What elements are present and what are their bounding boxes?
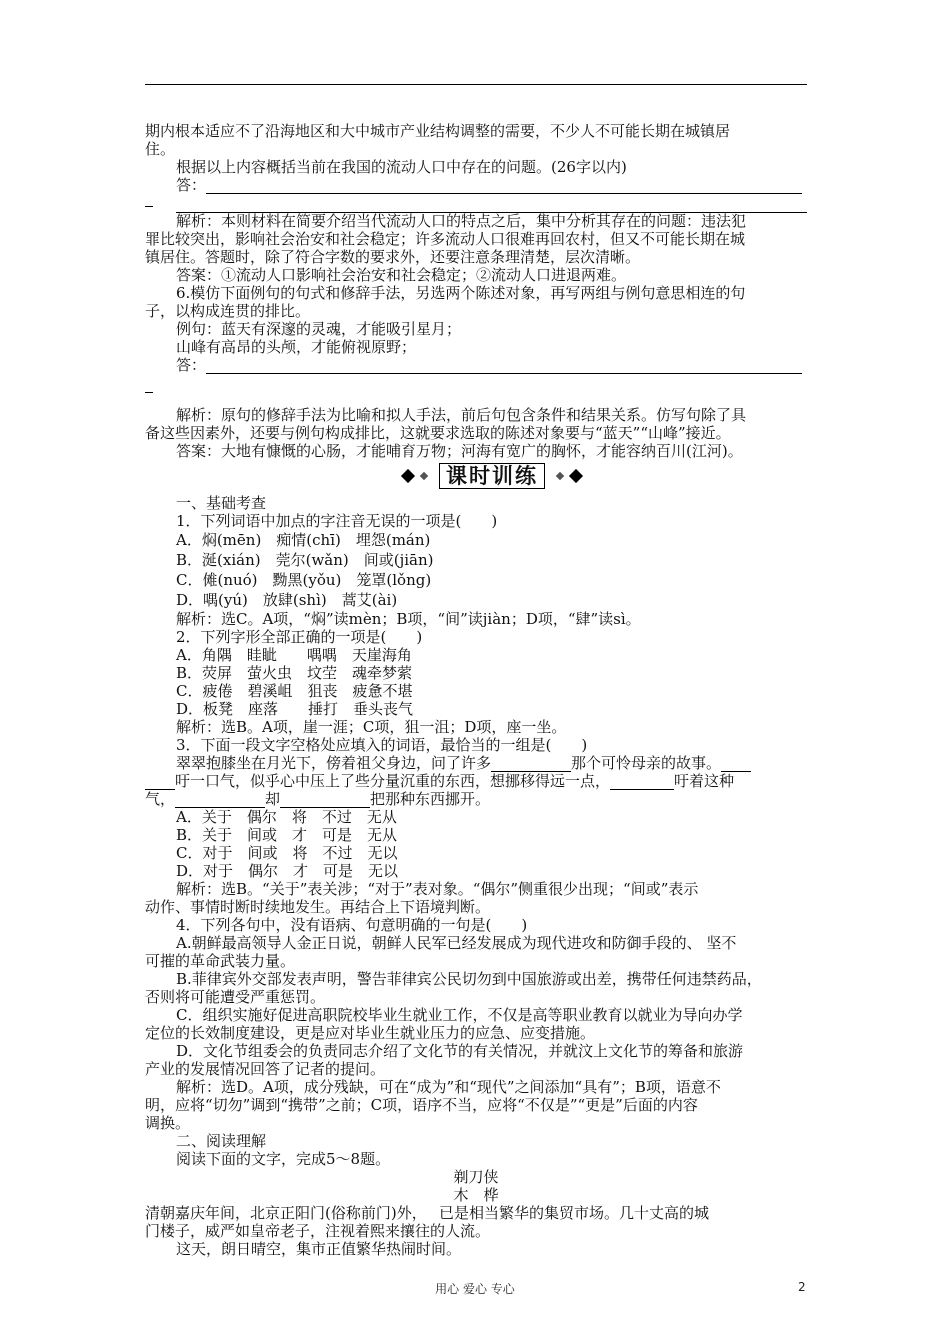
question-3: 3．下面一段文字空格处应填入的词语，最恰当的一组是( ) <box>176 736 588 754</box>
text-line: 可摧的革命武装力量。 <box>145 952 296 970</box>
option-a: A．关于 偶尔 将 不过 无从 <box>176 808 397 826</box>
text-line: 明，应将“切勿”调到“携带”之前；C项，语序不当，应将“不仅是”“更是”后面的内容 <box>145 1096 698 1114</box>
answer-row <box>176 356 841 374</box>
text-line: 期内根本适应不了沿海地区和大中城市产业结构调整的需要，不少人不可能长期在城镇居 <box>145 122 731 140</box>
text-line: 住。 <box>145 140 176 158</box>
fill-blank[interactable] <box>491 757 571 772</box>
passage-line: 翠翠抱膝坐在月光下，傍着祖父身边，问了许多 那个可怜母亲的故事。 <box>176 754 841 772</box>
answer-blank-dash <box>145 392 153 393</box>
story-author: 木 桦 <box>453 1186 499 1204</box>
story-title: 剃刀侠 <box>453 1168 499 1186</box>
analysis-line: 解析：本则材料在简要介绍当代流动人口的特点之后，集中分析其存在的问题：违法犯 <box>176 212 747 230</box>
text-line: 否则将可能遭受严重惩罚。 <box>145 988 326 1006</box>
answer-blank-dash <box>145 206 153 207</box>
question-1: 1．下列词语中加点的字注音无误的一项是( ) <box>176 512 498 530</box>
analysis-line: 解析：选C。A项，“焖”读mèn；B项，“间”读jiàn；D项，“肆”读sì。 <box>176 610 641 628</box>
diamond-icon <box>569 469 583 483</box>
analysis-line: 解析：选B。A项，崖一涯；C项，狙一沮；D项，座一坐。 <box>176 718 567 736</box>
question-4: 4．下列各句中，没有语病、句意明确的一句是( ) <box>176 916 528 934</box>
answer-text: 答案：①流动人口影响社会治安和社会稳定；②流动人口进退两难。 <box>176 266 627 284</box>
text-line: 定位的长效制度建设，更是应对毕业生就业压力的应急、应变措施。 <box>145 1024 596 1042</box>
text-line: 动作、事情时断时续地发生。再结合上下语境判断。 <box>145 898 491 916</box>
fill-blank[interactable] <box>280 793 370 808</box>
story-line: 这天，朗日晴空，集市正值繁华热闹时间。 <box>176 1240 462 1258</box>
text-line: 产业的发展情况回答了记者的提问。 <box>145 1060 386 1078</box>
analysis-line: 解析：选B。“关于”表关涉；“对于”表对象。“偶尔”侧重很少出现；“间或”表示 <box>176 880 699 898</box>
option-b: B．荧屏 萤火虫 坟茔 魂牵梦萦 <box>176 664 413 682</box>
option-d: D．喁(yú) 放肆(shì) 蒿艾(ài) <box>176 591 398 609</box>
answer-label: 答： <box>176 356 207 374</box>
fill-blank[interactable] <box>721 757 751 772</box>
header-rule <box>145 84 807 85</box>
footer-slogan: 用心 爱心 专心 <box>435 1282 515 1296</box>
story-line: 清朝嘉庆年间，北京正阳门(俗称前门)外， 已是相当繁华的集贸市场。几十丈高的城 <box>145 1204 709 1222</box>
reading-instruction: 阅读下面的文字，完成5～8题。 <box>176 1150 391 1168</box>
analysis-line: 解析：选D。A项，成分残缺，可在“成为”和“现代”之间添加“具有”；B项，语意不 <box>176 1078 721 1096</box>
text-line: 罪比较突出，影响社会治安和社会稳定；许多流动人口很难再回农村，但又不可能长期在城 <box>145 230 746 248</box>
passage-line: 吁一口气，似乎心中压上了些分量沉重的东西，想挪移得远一点， 吁着这种 <box>145 772 810 790</box>
fill-blank[interactable] <box>175 793 265 808</box>
section-heading: 二、阅读理解 <box>176 1132 267 1150</box>
option-b: B.菲律宾外交部发表声明，警告菲律宾公民切勿到中国旅游或出差，携带任何违禁药品， <box>176 970 762 988</box>
option-a: A．角隅 眭眦 喁喁 天崖海角 <box>176 646 412 664</box>
answer-blank[interactable] <box>206 359 802 374</box>
option-d: D．对于 偶尔 才 可是 无以 <box>176 862 399 880</box>
option-b: B．关于 间或 才 可是 无从 <box>176 826 398 844</box>
option-c: C．组织实施好促进高职院校毕业生就业工作，不仅是高等职业教育以就业为导向办学 <box>176 1006 743 1024</box>
text-line: 子，以构成连贯的排比。 <box>145 302 311 320</box>
fill-blank[interactable] <box>610 775 674 790</box>
option-a: A.朝鲜最高领导人金正日说，朝鲜人民军已经发展成为现代进攻和防御手段的、 坚不 <box>176 934 737 952</box>
diamond-icon <box>401 469 415 483</box>
section-heading: 一、基础考查 <box>176 494 267 512</box>
example-line: 山峰有高昂的头颅，才能俯视原野； <box>176 338 417 356</box>
option-a: A．焖(mēn) 痴情(chī) 埋怨(mán) <box>176 531 431 549</box>
answer-blank[interactable] <box>206 179 802 194</box>
example-line: 例句：蓝天有深邃的灵魂，才能吸引星月； <box>176 320 462 338</box>
section-banner <box>392 462 592 490</box>
diamond-icon <box>420 472 428 480</box>
fill-blank[interactable] <box>145 775 175 790</box>
answer-text: 答案：大地有慷慨的心肠，才能哺育万物；河海有宽广的胸怀，才能容纳百川(江河)。 <box>176 442 743 460</box>
story-line: 门楼子，威严如皇帝老子，注视着熙来攘往的人流。 <box>145 1222 491 1240</box>
answer-blank-rule <box>176 212 807 213</box>
text-line: 镇居住。答题时，除了符合字数的要求外，还要注意条理清楚，层次清晰。 <box>145 248 641 266</box>
option-d: D．板凳 座落 捶打 垂头丧气 <box>176 700 414 718</box>
option-c: C．傩(nuó) 黝黑(yǒu) 笼罩(lǒng) <box>176 571 432 589</box>
passage-line: 气， 却 把那种东西挪开。 <box>145 790 491 808</box>
option-c: C．疲倦 碧溪岨 狙丧 疲惫不堪 <box>176 682 413 700</box>
question-prompt: 根据以上内容概括当前在我国的流动人口中存在的问题。(26字以内) <box>176 158 627 176</box>
text-line: 备这些因素外，还要与例句构成排比，这就要求选取的陈述对象要与“蓝天”“山峰”接近。 <box>145 424 731 442</box>
answer-row <box>176 176 841 194</box>
text-line: 调换。 <box>145 1114 191 1132</box>
analysis-line: 解析：原句的修辞手法为比喻和拟人手法，前后句包含条件和结果关系。仿写句除了具 <box>176 406 747 424</box>
option-c: C．对于 间或 将 不过 无以 <box>176 844 398 862</box>
question-2: 2．下列字形全部正确的一项是( ) <box>176 628 423 646</box>
diamond-icon <box>556 472 564 480</box>
question-6: 6.模仿下面例句的句式和修辞手法，另选两个陈述对象，再写两组与例句意思相连的句 <box>176 284 746 302</box>
answer-label: 答： <box>176 176 207 194</box>
banner-title: 课时训练 <box>439 463 545 489</box>
page-number: 2 <box>798 1280 806 1294</box>
option-b: B．涎(xián) 莞尔(wǎn) 间或(jiān) <box>176 551 434 569</box>
option-d: D．文化节组委会的负责同志介绍了文化节的有关情况，并就汶上文化节的筹备和旅游 <box>176 1042 744 1060</box>
